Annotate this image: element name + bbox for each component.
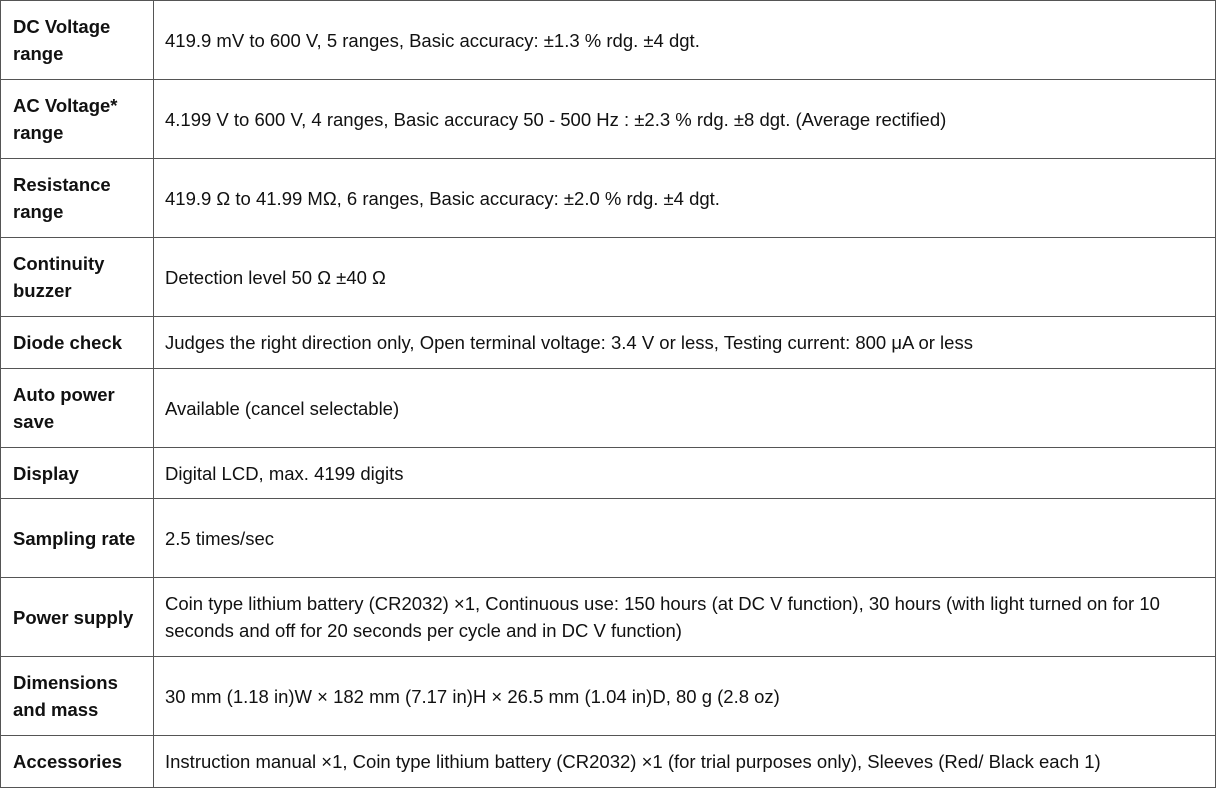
- table-row: [1, 657, 1216, 736]
- table-row: [1, 499, 1216, 578]
- row-value: Digital LCD, max. 4199 digits: [154, 448, 1216, 499]
- table-row: [1, 736, 1216, 788]
- row-value: Judges the right direction only, Open terminal voltage: 3.4 V or less, Testing current: 800 μA or less: [154, 317, 1216, 369]
- row-label: Dimensions and mass: [1, 657, 154, 736]
- row-label: AC Voltage* range: [1, 80, 154, 159]
- row-value: 2.5 times/sec: [154, 499, 1216, 578]
- row-label: Resistance range: [1, 159, 154, 238]
- table-row: [1, 578, 1216, 657]
- row-label: Continuity buzzer: [1, 238, 154, 317]
- row-label: Display: [1, 448, 154, 499]
- table-row: [1, 238, 1216, 317]
- table-row: [1, 1, 1216, 80]
- table-row: [1, 369, 1216, 448]
- row-label: Auto power save: [1, 369, 154, 448]
- row-value: 419.9 mV to 600 V, 5 ranges, Basic accuracy: ±1.3 % rdg. ±4 dgt.: [154, 1, 1216, 80]
- row-value: Instruction manual ×1, Coin type lithium battery (CR2032) ×1 (for trial purposes only), Sleeves (Red/ Black each 1): [154, 736, 1216, 788]
- row-value: 419.9 Ω to 41.99 MΩ, 6 ranges, Basic accuracy: ±2.0 % rdg. ±4 dgt.: [154, 159, 1216, 238]
- table-row: [1, 80, 1216, 159]
- table-row: [1, 317, 1216, 369]
- row-value: 4.199 V to 600 V, 4 ranges, Basic accuracy 50 - 500 Hz : ±2.3 % rdg. ±8 dgt. (Average rectified): [154, 80, 1216, 159]
- row-label: Accessories: [1, 736, 154, 788]
- row-label: Power supply: [1, 578, 154, 657]
- row-value: Detection level 50 Ω ±40 Ω: [154, 238, 1216, 317]
- row-label: DC Voltage range: [1, 1, 154, 80]
- table-row: [1, 159, 1216, 238]
- row-label: Diode check: [1, 317, 154, 369]
- row-value: Available (cancel selectable): [154, 369, 1216, 448]
- table-row: [1, 448, 1216, 499]
- row-label: Sampling rate: [1, 499, 154, 578]
- row-value: 30 mm (1.18 in)W × 182 mm (7.17 in)H × 26.5 mm (1.04 in)D, 80 g (2.8 oz): [154, 657, 1216, 736]
- row-value: Coin type lithium battery (CR2032) ×1, Continuous use: 150 hours (at DC V function), 30 hours (with light turned on for 10 seconds and off for 20 seconds per cycle and in DC V function): [154, 578, 1216, 657]
